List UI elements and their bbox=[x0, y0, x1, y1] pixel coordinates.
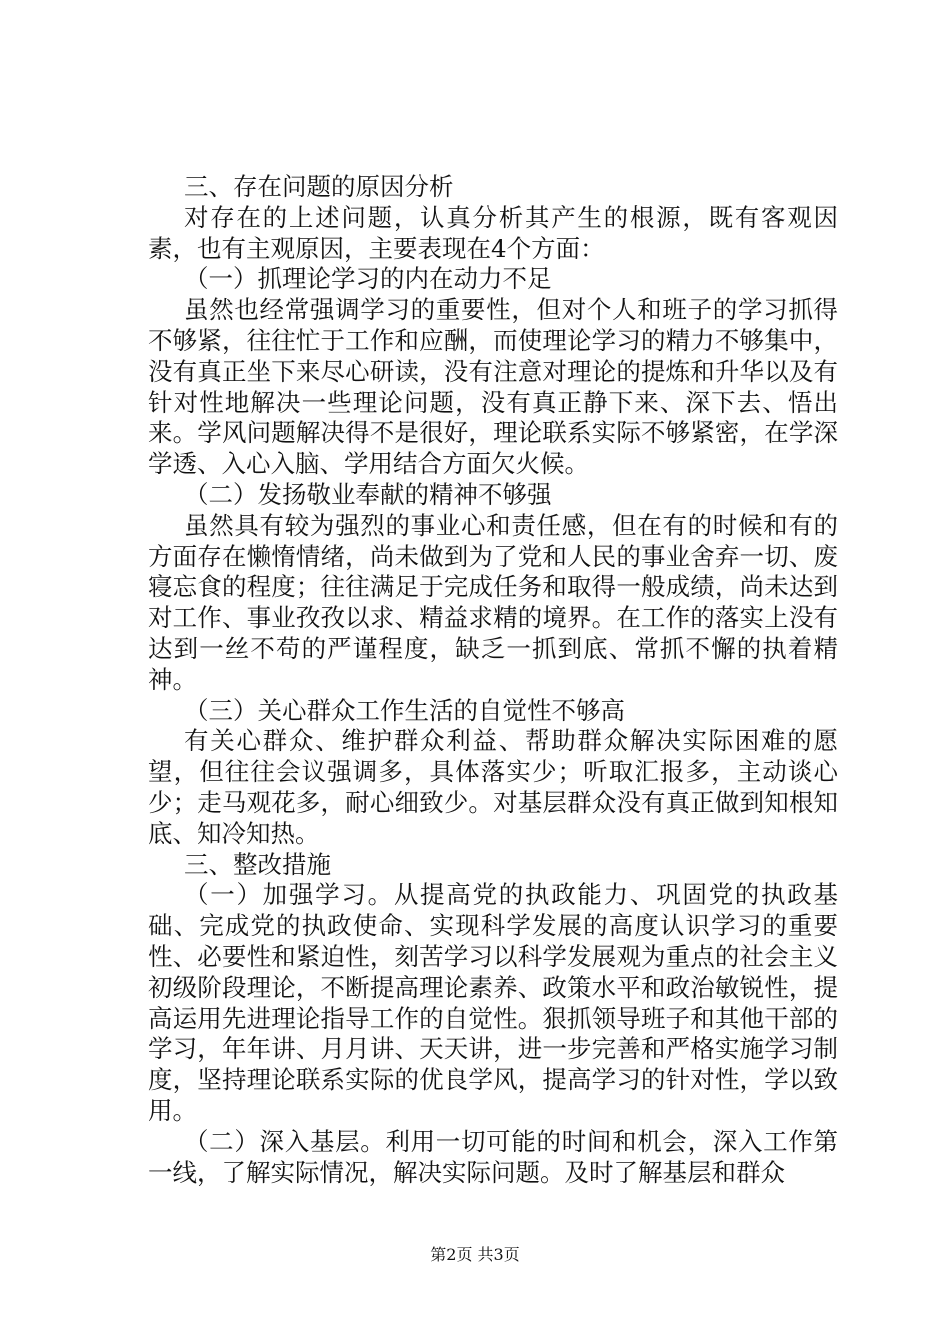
paragraph-dedication: 虽然具有较为强烈的事业心和责任感，但在有的时候和有的方面存在懒惰情绪，尚未做到为了党和人民的事业舍弃一切、废寝忘食的程度；往往满足于完成任务和取得一般成绩，尚未达到对工作、事业孜孜以求、精益求精的境界。在工作的落实上没有达到一丝不苟的严谨程度，缺乏一抓到底、常抓不懈的执着精神。 bbox=[148, 510, 838, 694]
paragraph-go-grassroots: （二）深入基层。利用一切可能的时间和机会，深入工作第一线，了解实际情况，解决实际问题。及时了解基层和群众 bbox=[148, 1126, 838, 1187]
subheading-dedication: （二）发扬敬业奉献的精神不够强 bbox=[184, 479, 552, 509]
paragraph-care-for-masses: 有关心群众、维护群众利益、帮助群众解决实际困难的愿望，但往往会议强调多，具体落实少；听取汇报多，主动谈心少；走马观花多，耐心细致少。对基层群众没有真正做到知根知底、知冷知热。 bbox=[148, 726, 838, 848]
section-heading-rectification: 三、整改措施 bbox=[184, 849, 331, 879]
paragraph-theory-study: 虽然也经常强调学习的重要性，但对个人和班子的学习抓得不够紧，往往忙于工作和应酬，而使理论学习的精力不够集中，没有真正坐下来尽心研读，没有注意对理论的提炼和升华以及有针对性地解决一些理论问题，没有真正静下来、深下去、悟出来。学风问题解决得不是很好，理论联系实际不够紧密，在学深学透、入心入脑、学用结合方面欠火候。 bbox=[148, 295, 838, 479]
subheading-care-for-masses: （三）关心群众工作生活的自觉性不够高 bbox=[184, 695, 625, 725]
document-body bbox=[148, 172, 838, 1188]
page-footer: 第2页 共3页 bbox=[430, 1245, 520, 1264]
paragraph-intro: 对存在的上述问题，认真分析其产生的根源，既有客观因素，也有主观原因，主要表现在4个方面： bbox=[148, 202, 838, 263]
subheading-theory-study: （一）抓理论学习的内在动力不足 bbox=[184, 264, 552, 294]
section-heading-cause-analysis: 三、存在问题的原因分析 bbox=[184, 172, 454, 201]
paragraph-strengthen-study: （一）加强学习。从提高党的执政能力、巩固党的执政基础、完成党的执政使命、实现科学发展的高度认识学习的重要性、必要性和紧迫性，刻苦学习以科学发展观为重点的社会主义初级阶段理论，不断提高理论素养、政策水平和政治敏锐性，提高运用先进理论指导工作的自觉性。狠抓领导班子和其他干部的学习，年年讲、月月讲、天天讲，进一步完善和严格实施学习制度，坚持理论联系实际的优良学风，提高学习的针对性，学以致用。 bbox=[148, 880, 838, 1125]
